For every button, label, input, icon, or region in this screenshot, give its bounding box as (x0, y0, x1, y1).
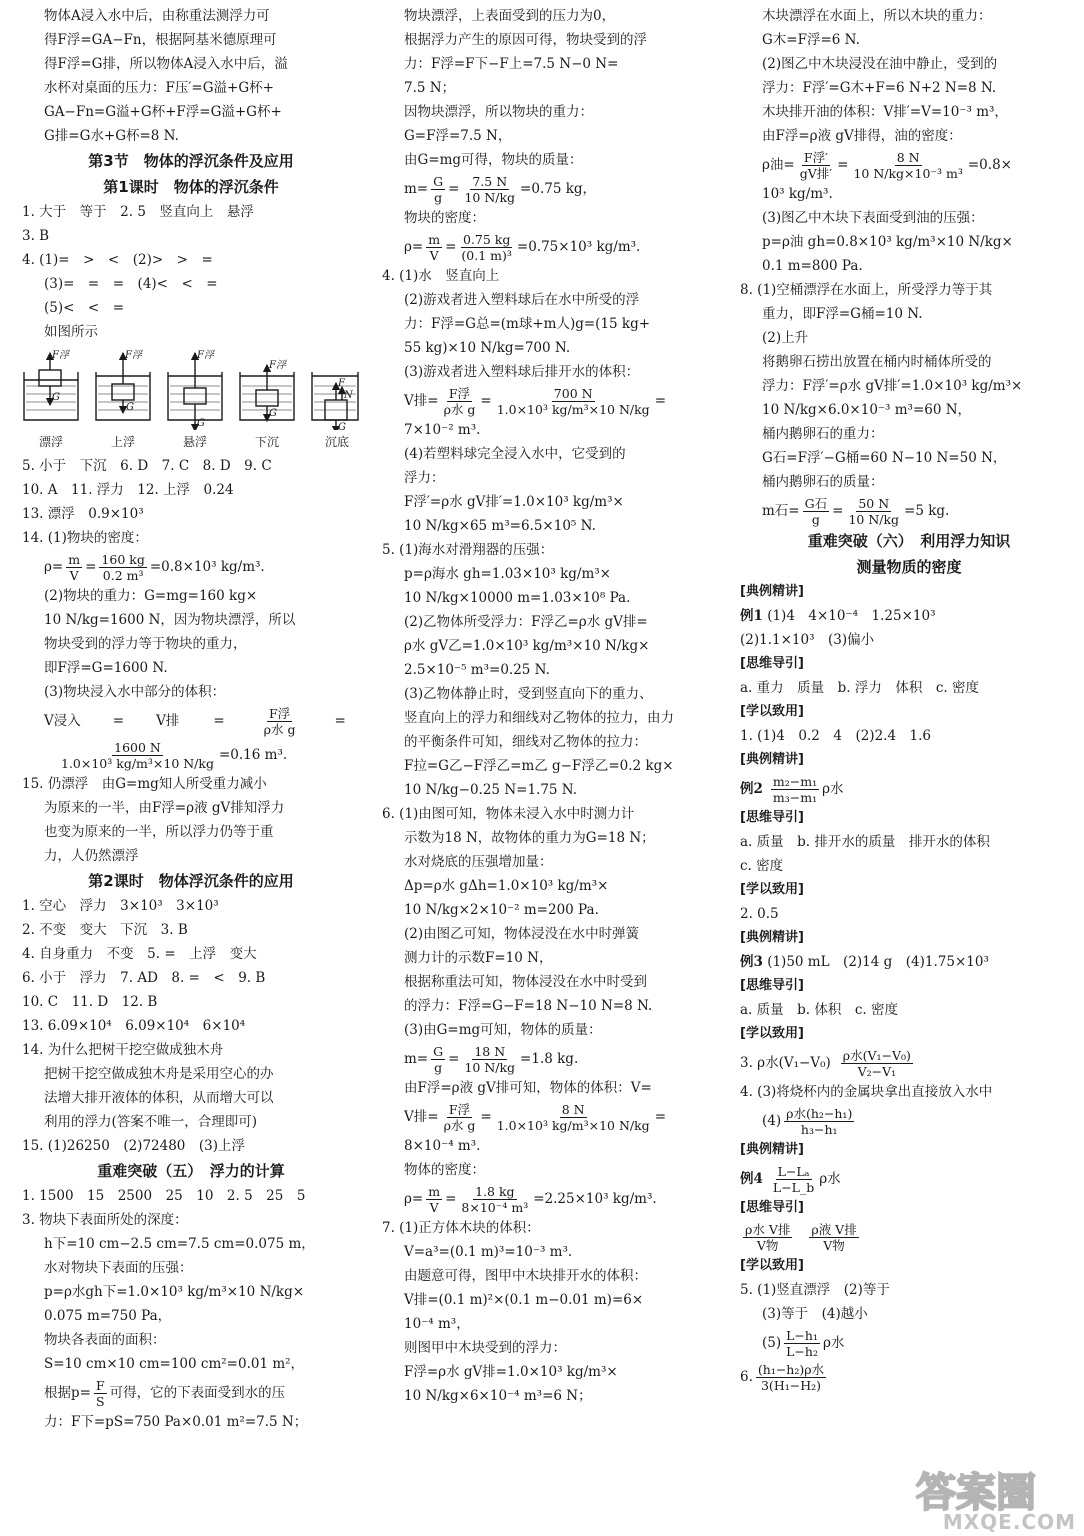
text-line: 即F浮=G=1600 N. (44, 660, 168, 676)
text-line: a. 质量 b. 排开水的质量 排开水的体积 (740, 834, 990, 850)
fig-label-sinking: 下沉 (254, 435, 279, 449)
answer-line: 15. 仍漂浮 由G=mg知人所受重力减小 (22, 776, 267, 792)
text-line: (3)游戏者进入塑料球后排开水的体积： (404, 364, 640, 380)
watermark-logo-text: 答案圈 (916, 1470, 1036, 1516)
answer-line: 4. (1)水 竖直向上 (382, 268, 500, 284)
answer-line: 8. (1)空桶漂浮在水面上，所受浮力等于其 (740, 282, 993, 298)
answer-line: 6. (1)由图可知，物体未浸入水中时测力计 (382, 806, 635, 822)
text-line: 力：F浮=G总=(m球+m人)g=(15 kg+ (404, 316, 651, 332)
text-line: F浮′=ρ水 gV排′=1.0×10³ kg/m³× (404, 494, 624, 510)
text-line: (2)乙物体所受浮力：F浮乙=ρ水 gV排= (404, 614, 648, 630)
text-line: 2. 0.5 (740, 906, 779, 922)
svg-text:N: N (344, 390, 353, 401)
svg-text:G: G (269, 408, 277, 419)
text-line: 7.5 N； (404, 80, 456, 96)
text-line: 得F浮=GA−Fn，根据阿基米德原理可 (44, 32, 277, 48)
formula-mass: m= $\frac{G}{g}$ = $\frac{7.5 N}{10 N/kg}$ =0.75 kg， (404, 173, 597, 205)
fraction: $\frac{\text{F浮}}{\text{ρ水 g}}$ (443, 385, 476, 417)
svg-text:G: G (338, 422, 346, 430)
beaker-bottom (312, 372, 358, 430)
fraction: $\frac{\text{F浮}}{\text{ρ水 g}}$ (443, 1101, 476, 1133)
text-line: 桶内鹅卵石的重力： (762, 426, 884, 442)
fraction: $\frac{\text{ρ水(h₂−h₁)}}{\text{h₃−h₁}}$ (786, 1105, 853, 1137)
text-line: 测力计的示数F=10 N， (404, 950, 553, 966)
answer-line: 3. 物块下表面所处的深度： (22, 1212, 188, 1228)
text-line: 由题意可得，图甲中木块排开水的体积： (404, 1268, 647, 1284)
fig-label-floating: 漂浮 (38, 435, 63, 449)
example-2: 例2 $\frac{\text{m₂−m₁}}{\text{m₃−m₁}}$ ρ水 (740, 773, 844, 805)
text-line: 浮力：F浮′=ρ水 gV排′=1.0×10³ kg/m³× (762, 378, 1023, 394)
text-line: 桶内鹅卵石的质量： (762, 474, 884, 490)
text-line: (3)图乙中木块下表面受到油的压强： (762, 210, 984, 226)
answer-line: 14. (1)物块的密度： (22, 530, 148, 546)
answer-line: (3)= = = (4)< < = (44, 276, 218, 292)
svg-text:F: F (338, 378, 345, 389)
beaker-suspended (168, 356, 222, 428)
text-line: 根据浮力产生的原因可得，物块受到的浮 (404, 32, 647, 48)
answer-line: 6. 小于 浮力 7. AD 8. = < 9. B (22, 970, 266, 986)
fraction: $\frac{\text{m₂−m₁}}{\text{m₃−m₁}}$ (772, 773, 818, 805)
formula-oil-density: ρ油= $\frac{\text{F浮′}}{\text{gV排′}}$ = $\frac{8 N}{\text{10 N/kg×10⁻³ m³}}$ =0.8× (762, 149, 1012, 181)
buoyancy-diagram (22, 346, 360, 430)
example-1: 例1 (1)4 4×10⁻⁴ 1.25×10³ (740, 608, 936, 624)
formula-mass: m= $\frac{G}{g}$ = $\frac{18 N}{10 N/kg}$ =1.8 kg. (404, 1043, 579, 1075)
tag-guide: [思维导引] (740, 810, 804, 825)
fraction: $\frac{m}{V}$ (68, 551, 81, 583)
section-title: 第3节 物体的浮沉条件及应用 (88, 152, 294, 170)
text-line: 重力，即F浮=G桶=10 N. (762, 306, 923, 322)
buoyancy-figure (22, 346, 360, 450)
answer-line: 4. (1)= > < (2)> > = (22, 252, 213, 268)
apply-3: 3. ρ水(V₁−V₀) $\frac{\text{ρ水(V₁−V₀)}}{\text{V₂−V₁}}$ (740, 1047, 911, 1079)
lesson-title: 第1课时 物体的浮沉条件 (103, 178, 279, 196)
apply-4-formula: (4) $\frac{\text{ρ水(h₂−h₁)}}{\text{h₃−h₁}}$ (762, 1105, 853, 1137)
text-line: 0.075 m=750 Pa， (44, 1308, 172, 1324)
fraction: $\frac{1.8 kg}{\text{8×10⁻⁴ m³}}$ (461, 1183, 529, 1215)
fraction: $\frac{700 N}{\text{1.0×10³ kg/m³×10 N/kg}}$ (496, 385, 650, 417)
text-line: 法增大排开液体的体积，从而增大可以 (44, 1090, 274, 1106)
text-line: 物块的密度： (404, 210, 485, 226)
text-line: 根据称重法可知，物体浸没在水中时受到 (404, 974, 647, 990)
text-line: 因物块漂浮，所以物块的重力： (404, 104, 593, 120)
text-line: 物块各表面的面积： (44, 1332, 166, 1348)
text-line: Δp=ρ水 gΔh=1.0×10³ kg/m³× (404, 878, 609, 894)
text-line: 为原来的一半，由F浮=ρ液 gV排知浮力 (44, 800, 285, 816)
text-line: (2)物块的重力：G=mg=160 kg× (44, 588, 258, 604)
fraction: $\frac{\text{ρ水(V₁−V₀)}}{\text{V₂−V₁}}$ (842, 1047, 911, 1079)
text-line: G排=G水+G杯=8 N. (44, 128, 179, 144)
text-line: 物体A浸入水中后，由称重法测浮力可 (44, 8, 270, 24)
text-line: 得F浮=G排，所以物体A浸入水中后，溢 (44, 56, 288, 72)
answer-line: 2. 不变 变大 下沉 3. B (22, 922, 188, 938)
text-line: 4. (3)将烧杯内的金属块拿出直接放入水中 (740, 1084, 993, 1100)
fraction: $\frac{G}{g}$ (433, 1043, 444, 1075)
text-line: V排=(0.1 m)²×(0.1 m−0.01 m)=6× (404, 1292, 644, 1308)
tag-guide: [思维导引] (740, 1200, 804, 1215)
text-line: 示数为18 N，故物体的重力为G=18 N； (404, 830, 655, 846)
text-line: 10 N/kg×6.0×10⁻³ m³=60 N， (762, 402, 972, 418)
text-line: G=F浮=7.5 N， (404, 128, 512, 144)
fraction: $\frac{1600 N}{\text{1.0×10³ kg/m³×10 N/kg}}$ (61, 739, 214, 771)
answer-line: 10. C 11. D 12. B (22, 994, 158, 1010)
text-line: a. 质量 b. 体积 c. 密度 (740, 1002, 898, 1018)
section-title: 重难突破（六） 利用浮力知识 (807, 532, 1011, 550)
text-line: 10 N/kg×6×10⁻⁴ m³=6 N； (404, 1388, 592, 1404)
text-line: 5. (1)竖直漂浮 (2)等于 (740, 1282, 890, 1298)
text-line: 力：F下=pS=750 Pa×0.01 m²=7.5 N； (44, 1414, 308, 1430)
text-line: 物块受到的浮力等于物块的重力， (44, 636, 247, 652)
text-line: 竖直向上的浮力和细线对乙物体的拉力，由力 (404, 710, 674, 726)
column-left (22, 4, 360, 1434)
answer-line: 5. (1)海水对滑翔器的压强： (382, 542, 554, 558)
tag-guide: [思维导引] (740, 978, 804, 993)
text-line: p=ρ水gh下=1.0×10³ kg/m³×10 N/kg× (44, 1284, 305, 1300)
fraction: $\frac{18 N}{10 N/kg}$ (464, 1043, 516, 1075)
fig-label-rising: 上浮 (110, 435, 135, 449)
fraction: $\frac{\text{L−h₁}}{\text{L−h₂}}$ (786, 1327, 818, 1359)
fraction: $\frac{F}{S}$ (95, 1377, 105, 1409)
text-line: 浮力：F浮′=G木+F=6 N+2 N=8 N. (762, 80, 997, 96)
text-line: (2)上升 (762, 330, 809, 346)
fig-label-bottom: 沉底 (324, 435, 349, 449)
fraction: $\frac{160 kg}{\text{0.2 m³}}$ (101, 551, 145, 583)
answer-line: 15. (1)26250 (2)72480 (3)上浮 (22, 1138, 246, 1154)
text-line: 水对烧底的压强增加量： (404, 854, 553, 870)
text-line: 10 N/kg−0.25 N=1.75 N. (404, 782, 578, 798)
fraction: $\frac{8 N}{\text{1.0×10³ kg/m³×10 N/kg}}$ (496, 1101, 650, 1133)
fraction: $\frac{m}{V}$ (428, 1183, 441, 1215)
section-title: 重难突破（五） 浮力的计算 (97, 1162, 285, 1180)
svg-text:G: G (197, 418, 205, 429)
answer-line: 13. 漂浮 0.9×10³ (22, 506, 144, 522)
text-line: 的平衡条件可知，细线对乙物体的拉力： (404, 734, 647, 750)
answer-line: 13. 6.09×10⁴ 6.09×10⁴ 6×10⁴ (22, 1018, 246, 1034)
svg-text:F浮: F浮 (125, 350, 142, 361)
text-line: (2)图乙中木块浸没在油中静止，受到的 (762, 56, 998, 72)
svg-text:F浮: F浮 (269, 360, 286, 371)
tag-guide: [思维导引] (740, 656, 804, 671)
tag-apply: [学以致用] (740, 1258, 804, 1273)
text-line: 1. (1)4 0.2 4 (2)2.4 1.6 (740, 728, 932, 744)
text-line: 8×10⁻⁴ m³. (404, 1138, 481, 1154)
answer-line: 1. 空心 浮力 3×10³ 3×10³ (22, 898, 219, 914)
fraction: $\frac{\text{ρ水 V排}}{\text{V物}}$ (745, 1221, 791, 1253)
text-line: 水对物块下表面的压强： (44, 1260, 193, 1276)
text-line: (2)由图乙可知，物体浸没在水中时弹簧 (404, 926, 640, 942)
text-line: p=ρ海水 gh=1.03×10³ kg/m³× (404, 566, 611, 582)
text-line: 力：F浮=F下−F上=7.5 N−0 N= (404, 56, 619, 72)
tag-example: [典例精讲] (740, 1142, 804, 1157)
example-4: 例4 $\frac{\text{L−Lₐ}}{L-L\_b}$ ρ水 (740, 1163, 841, 1195)
text-line: 利用的浮力(答案不唯一，合理即可) (44, 1114, 258, 1130)
fraction: $\frac{\text{F浮}}{\text{ρ水 g}}$ (263, 705, 296, 737)
text-line: 则图甲中木块受到的浮力： (404, 1340, 566, 1356)
text-line: F拉=G乙−F浮乙=m乙 g−F浮乙=0.2 kg× (404, 758, 674, 774)
text-line: 由F浮=ρ液 gV排可知，物体的体积：V= (404, 1080, 652, 1096)
tag-example: [典例精讲] (740, 584, 804, 599)
text-line: a. 重力 质量 b. 浮力 体积 c. 密度 (740, 680, 979, 696)
apply-5-formula: (5) $\frac{\text{L−h₁}}{\text{L−h₂}}$ ρ水 (762, 1327, 845, 1359)
answer-line: 1. 1500 15 2500 25 10 2. 5 25 5 (22, 1188, 306, 1204)
tag-example: [典例精讲] (740, 752, 804, 767)
tag-apply: [学以致用] (740, 882, 804, 897)
text-line: G石=F浮′−G桶=60 N−10 N=50 N， (762, 450, 1007, 466)
fig-label-suspended: 悬浮 (182, 435, 207, 449)
text-line: 10 N/kg=1600 N，因为物块漂浮，所以 (44, 612, 296, 628)
guide-4 (740, 1220, 1078, 1254)
text-line: 2.5×10⁻⁵ m³=0.25 N. (404, 662, 550, 678)
fraction: $\frac{8 N}{\text{10 N/kg×10⁻³ m³}}$ (853, 149, 963, 181)
formula-density: ρ= $\frac{m}{V}$ = $\frac{1.8 kg}{\text{8×10⁻⁴ m³}}$ =2.25×10³ kg/m³. (404, 1183, 657, 1215)
text-line: 10 N/kg×10000 m=1.03×10⁸ Pa. (404, 590, 631, 606)
column-middle (382, 4, 732, 1408)
section-subtitle: 测量物质的密度 (856, 558, 962, 576)
fraction: $\frac{0.75 kg}{\text{(0.1 m)³}}$ (461, 231, 512, 263)
text-line: (2)1.1×10³ (3)偏小 (740, 632, 875, 648)
text-line: 10⁻⁴ m³， (404, 1316, 470, 1332)
text-line: 55 kg)×10 N/kg=700 N. (404, 340, 571, 356)
text-line: 10³ kg/m³. (762, 186, 833, 202)
tag-example: [典例精讲] (740, 930, 804, 945)
fraction: $\frac{\text{(h₁−h₂)ρ水}}{\text{3(H₁−H₂)}}$ (757, 1361, 825, 1393)
fraction: $\frac{\text{ρ液 V排}}{\text{V物}}$ (811, 1221, 857, 1253)
fraction: $\frac{m}{V}$ (428, 231, 441, 263)
text-line: (3)等于 (4)越小 (762, 1306, 868, 1322)
formula-density: ρ= $\frac{m}{V}$ = $\frac{160 kg}{\text{0.2 m³}}$ =0.8×10³ kg/m³. (44, 551, 265, 583)
fraction: $\frac{\text{F浮′}}{\text{gV排′}}$ (799, 149, 833, 181)
fraction: $\frac{\text{L−Lₐ}}{L-L\_b}$ (772, 1163, 815, 1195)
text-line: 10 N/kg×65 m³=6.5×10⁵ N. (404, 518, 596, 534)
answer-line: 14. 为什么把树干挖空做成独木舟 (22, 1042, 224, 1058)
watermark-url: MXQE.COM (942, 1510, 1076, 1534)
text-line: ρ水 gV乙=1.0×10³ kg/m³×10 N/kg× (404, 638, 650, 654)
beaker-sinking (240, 368, 294, 420)
text-line: 物块漂浮，上表面受到的压力为0， (404, 8, 616, 24)
answer-line: 10. A 11. 浮力 12. 上浮 0.24 (22, 482, 234, 498)
text-line: 0.1 m=800 Pa. (762, 258, 863, 274)
text-line: (3)乙物体静止时，受到竖直向下的重力、 (404, 686, 653, 702)
example-3: 例3 (1)50 mL (2)14 g (4)1.75×10³ (740, 954, 989, 970)
answer-line: 7. (1)正方体木块的体积： (382, 1220, 540, 1236)
text-line: 木块排开油的体积：V排′=V=10⁻³ m³， (762, 104, 1008, 120)
text-line: GA−Fn=G溢+G杯+F浮=G溢+G杯+ (44, 104, 282, 120)
formula-pressure: 根据p= $\frac{F}{S}$ 可得，它的下表面受到水的压 (44, 1377, 286, 1409)
text-line: p=ρ油 gh=0.8×10³ kg/m³×10 N/kg× (762, 234, 1013, 250)
formula-stone-mass: m石= $\frac{\text{G石}}{g}$ = $\frac{50 N}{10 N/kg}$ =5 kg. (762, 495, 950, 527)
text-line: 把树干挖空做成独木舟是采用空心的办 (44, 1066, 274, 1082)
answer-line: 4. 自身重力 不变 5. = 上浮 变大 (22, 946, 257, 962)
text-line: 将鹅卵石捞出放置在桶内时桶体所受的 (762, 354, 992, 370)
text-line: (3)物块浸入水中部分的体积： (44, 684, 226, 700)
column-right (740, 4, 1078, 1394)
text-line: 水杯对桌面的压力：F压′=G溢+G杯+ (44, 80, 274, 96)
formula-volume: V排= $\frac{\text{F浮}}{\text{ρ水 g}}$ = $\frac{8 N}{\text{1.0×10³ kg/m³×10 N/kg}}$ = (404, 1101, 666, 1133)
text-line: 力，人仍然漂浮 (44, 848, 139, 864)
tag-apply: [学以致用] (740, 1026, 804, 1041)
text-line: 的浮力：F浮=G−F=18 N−10 N=8 N. (404, 998, 653, 1014)
figure-intro: 如图所示 (44, 324, 98, 340)
text-line: F浮=ρ水 gV排=1.0×10³ kg/m³× (404, 1364, 618, 1380)
formula-volume-cont: $\frac{1600 N}{\text{1.0×10³ kg/m³×10 N/kg}}$ =0.16 m³. (61, 739, 288, 771)
text-line: 浮力： (404, 470, 445, 486)
answer-line: 5. 小于 下沉 6. D 7. C 8. D 9. C (22, 458, 272, 474)
text-line: 物体的密度： (404, 1162, 485, 1178)
beaker-rising (96, 356, 150, 420)
svg-text:G: G (126, 402, 134, 413)
text-line: c. 密度 (740, 858, 784, 874)
fraction: $\frac{\text{G石}}{g}$ (804, 495, 828, 527)
fraction: $\frac{G}{g}$ (433, 173, 444, 205)
formula-volume: V浸入 = V排 = $\frac{\text{F浮}}{\text{ρ水 g}}$ = (44, 705, 346, 737)
text-line: S=10 cm×10 cm=100 cm²=0.01 m²， (44, 1356, 305, 1372)
fraction: $\frac{50 N}{10 N/kg}$ (848, 495, 900, 527)
text-line: 木块漂浮在水面上，所以木块的重力： (762, 8, 992, 24)
text-line: V=a³=(0.1 m)³=10⁻³ m³. (404, 1244, 573, 1260)
beaker-floating (24, 356, 78, 420)
text-line: (4)若塑料球完全浸入水中，它受到的 (404, 446, 626, 462)
text-line: 由G=mg可得，物块的质量： (404, 152, 583, 168)
text-line: (3)由G=mg可知，物体的质量： (404, 1022, 602, 1038)
answer-line: (5)< < = (44, 300, 125, 316)
text-line: 也变为原来的一半，所以浮力仍等于重 (44, 824, 274, 840)
formula-volume: V排= $\frac{\text{F浮}}{\text{ρ水 g}}$ = $\frac{700 N}{\text{1.0×10³ kg/m³×10 N/kg}}$ = (404, 385, 666, 417)
text-line: G木=F浮=6 N. (762, 32, 860, 48)
text-line: h下=10 cm−2.5 cm=7.5 cm=0.075 m， (44, 1236, 315, 1252)
text-line: 10 N/kg×2×10⁻² m=200 Pa. (404, 902, 599, 918)
apply-6: 6. $\frac{\text{(h₁−h₂)ρ水}}{\text{3(H₁−H₂)}}$ (740, 1361, 825, 1393)
tag-apply: [学以致用] (740, 704, 804, 719)
formula-density: ρ= $\frac{m}{V}$ = $\frac{0.75 kg}{\text{(0.1 m)³}}$ =0.75×10³ kg/m³. (404, 231, 641, 263)
text-line: (2)游戏者进入塑料球后在水中所受的浮 (404, 292, 640, 308)
fraction: $\frac{7.5 N}{10 N/kg}$ (464, 173, 516, 205)
svg-text:F浮: F浮 (52, 350, 69, 361)
svg-text:G: G (52, 392, 60, 403)
svg-text:F浮: F浮 (197, 350, 214, 361)
text-line: 7×10⁻² m³. (404, 422, 481, 438)
lesson-title: 第2课时 物体浮沉条件的应用 (88, 872, 294, 890)
answer-line: 1. 大于 等于 2. 5 竖直向上 悬浮 (22, 204, 254, 220)
intro-block (22, 4, 360, 148)
answer-line: 3. B (22, 228, 50, 244)
text-line: 由F浮=ρ液 gV排得，油的密度： (762, 128, 962, 144)
